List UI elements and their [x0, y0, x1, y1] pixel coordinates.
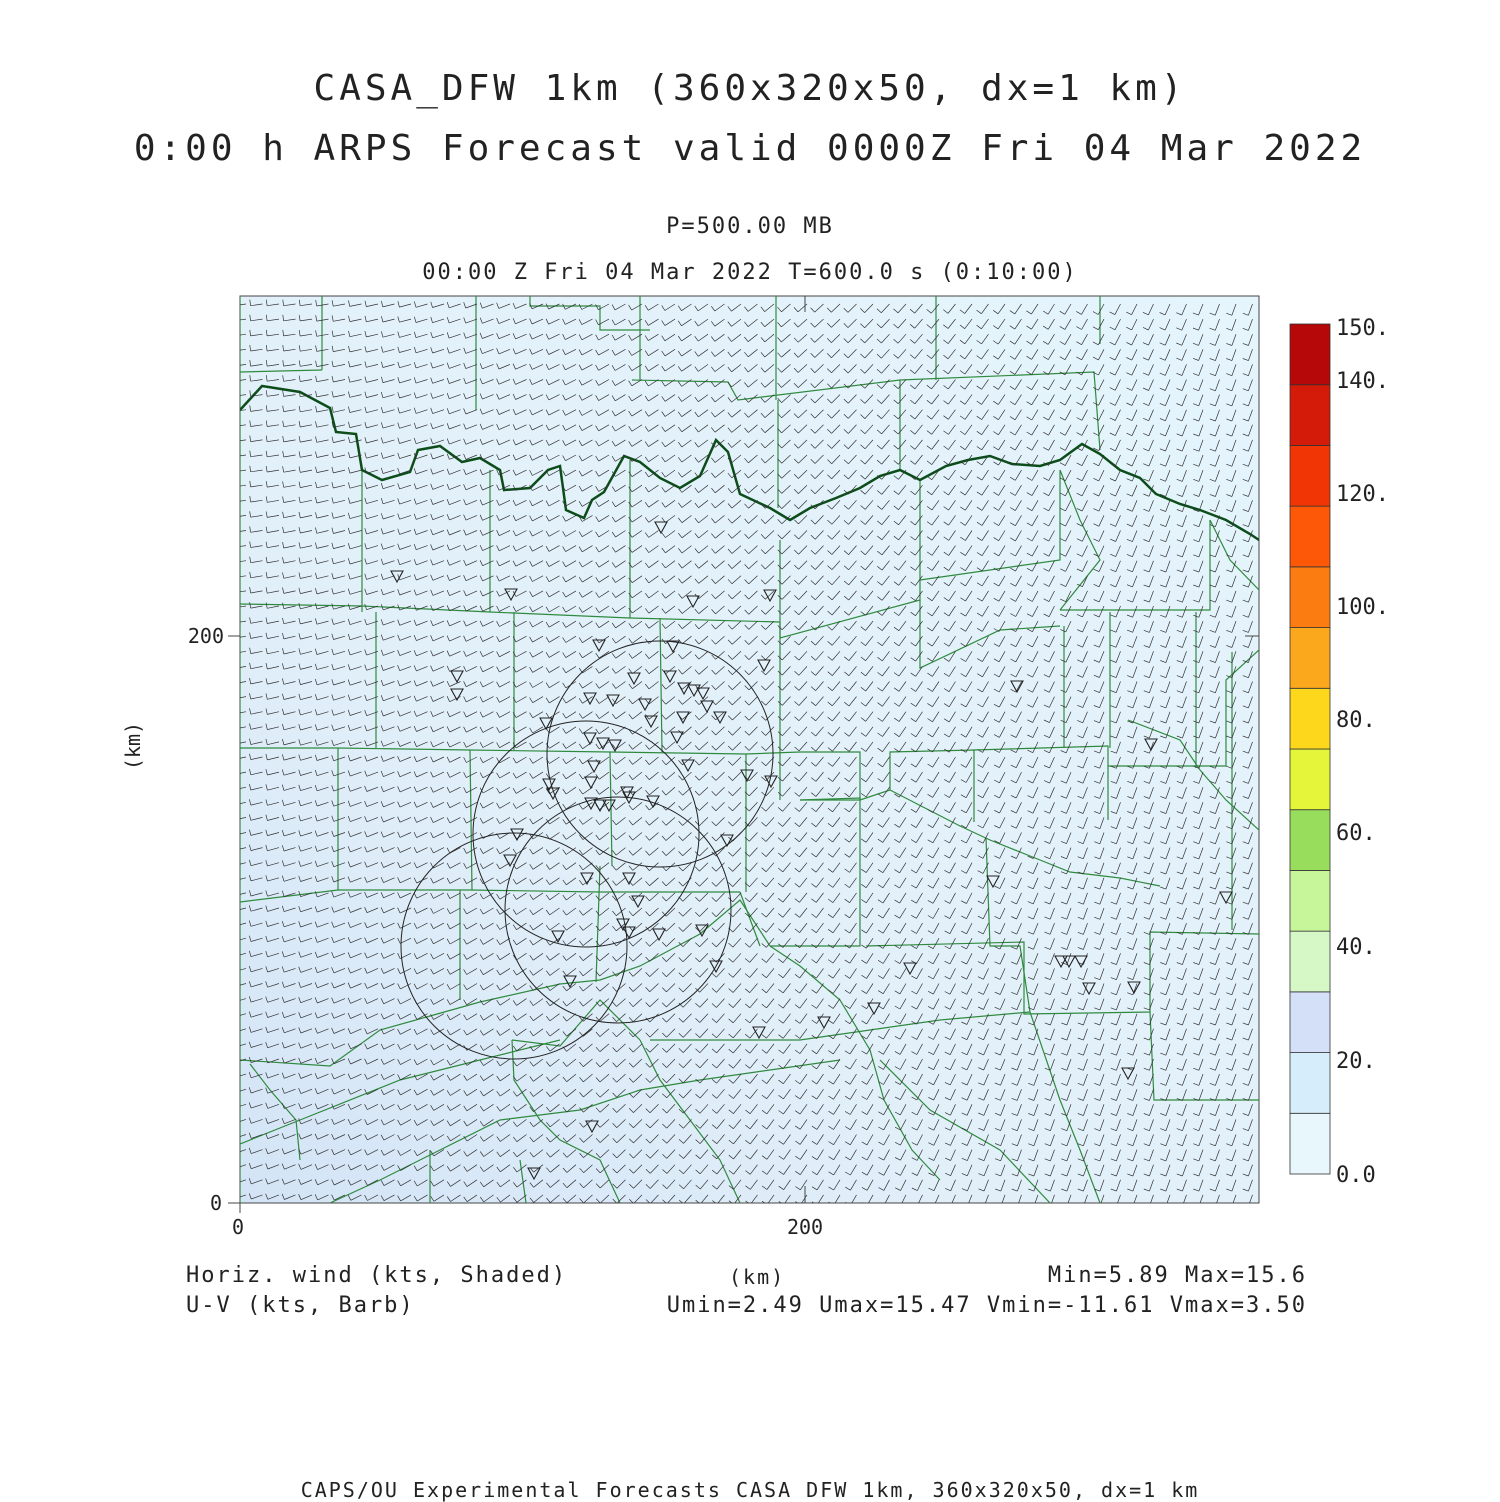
footer-field-label: Horiz. wind (kts, Shaded): [186, 1263, 568, 1288]
colorbar-label: 150.: [1336, 316, 1389, 341]
pressure-level: P=500.00 MB: [666, 214, 834, 239]
y-axis-label: (km): [121, 721, 145, 771]
colorbar-label: 0.0: [1336, 1163, 1376, 1188]
colorbar-bin: [1290, 628, 1330, 689]
colorbar-label: 80.: [1336, 708, 1376, 733]
y-tick-200: 200: [187, 624, 224, 648]
colorbar-bin: [1290, 931, 1330, 992]
footer-uv-stats: Umin=2.49 Umax=15.47 Vmin=-11.61 Vmax=3.50: [666, 1293, 1307, 1318]
colorbar-bin: [1290, 385, 1330, 446]
colorbar-bin: [1290, 324, 1330, 385]
plot-frame: [240, 296, 1259, 1203]
title-line-1: CASA_DFW 1km (360x320x50, dx=1 km): [313, 68, 1187, 109]
footer-min-max: Min=5.89 Max=15.6: [1047, 1263, 1307, 1288]
footer-credit: CAPS/OU Experimental Forecasts CASA DFW 1km, 360x320x50, dx=1 km: [300, 1478, 1200, 1502]
colorbar-bin: [1290, 810, 1330, 871]
valid-time: 00:00 Z Fri 04 Mar 2022 T=600.0 s (0:10:00): [422, 260, 1078, 285]
colorbar-bin: [1290, 445, 1330, 506]
colorbar-bin: [1290, 870, 1330, 931]
x-axis-label: (km): [729, 1265, 786, 1289]
colorbar-label: 120.: [1336, 482, 1389, 507]
footer-barb-label: U-V (kts, Barb): [186, 1293, 415, 1318]
colorbar-bin: [1290, 1053, 1330, 1114]
x-tick-200: 200: [786, 1215, 824, 1239]
colorbar-label: 60.: [1336, 821, 1376, 846]
colorbar-label: 100.: [1336, 595, 1389, 620]
colorbar-label: 20.: [1336, 1049, 1376, 1074]
colorbar-bin: [1290, 506, 1330, 567]
colorbar-bin: [1290, 992, 1330, 1053]
colorbar-label: 40.: [1336, 935, 1376, 960]
colorbar-bin: [1290, 749, 1330, 810]
colorbar-bin: [1290, 567, 1330, 628]
title-line-2: 0:00 h ARPS Forecast valid 0000Z Fri 04 Mar 2022: [133, 128, 1367, 169]
colorbar: [1290, 316, 1389, 1188]
colorbar-label: 140.: [1336, 369, 1389, 394]
y-tick-0: 0: [209, 1191, 222, 1215]
colorbar-bin: [1290, 688, 1330, 749]
x-tick-0: 0: [231, 1215, 245, 1239]
colorbar-bin: [1290, 1113, 1330, 1174]
